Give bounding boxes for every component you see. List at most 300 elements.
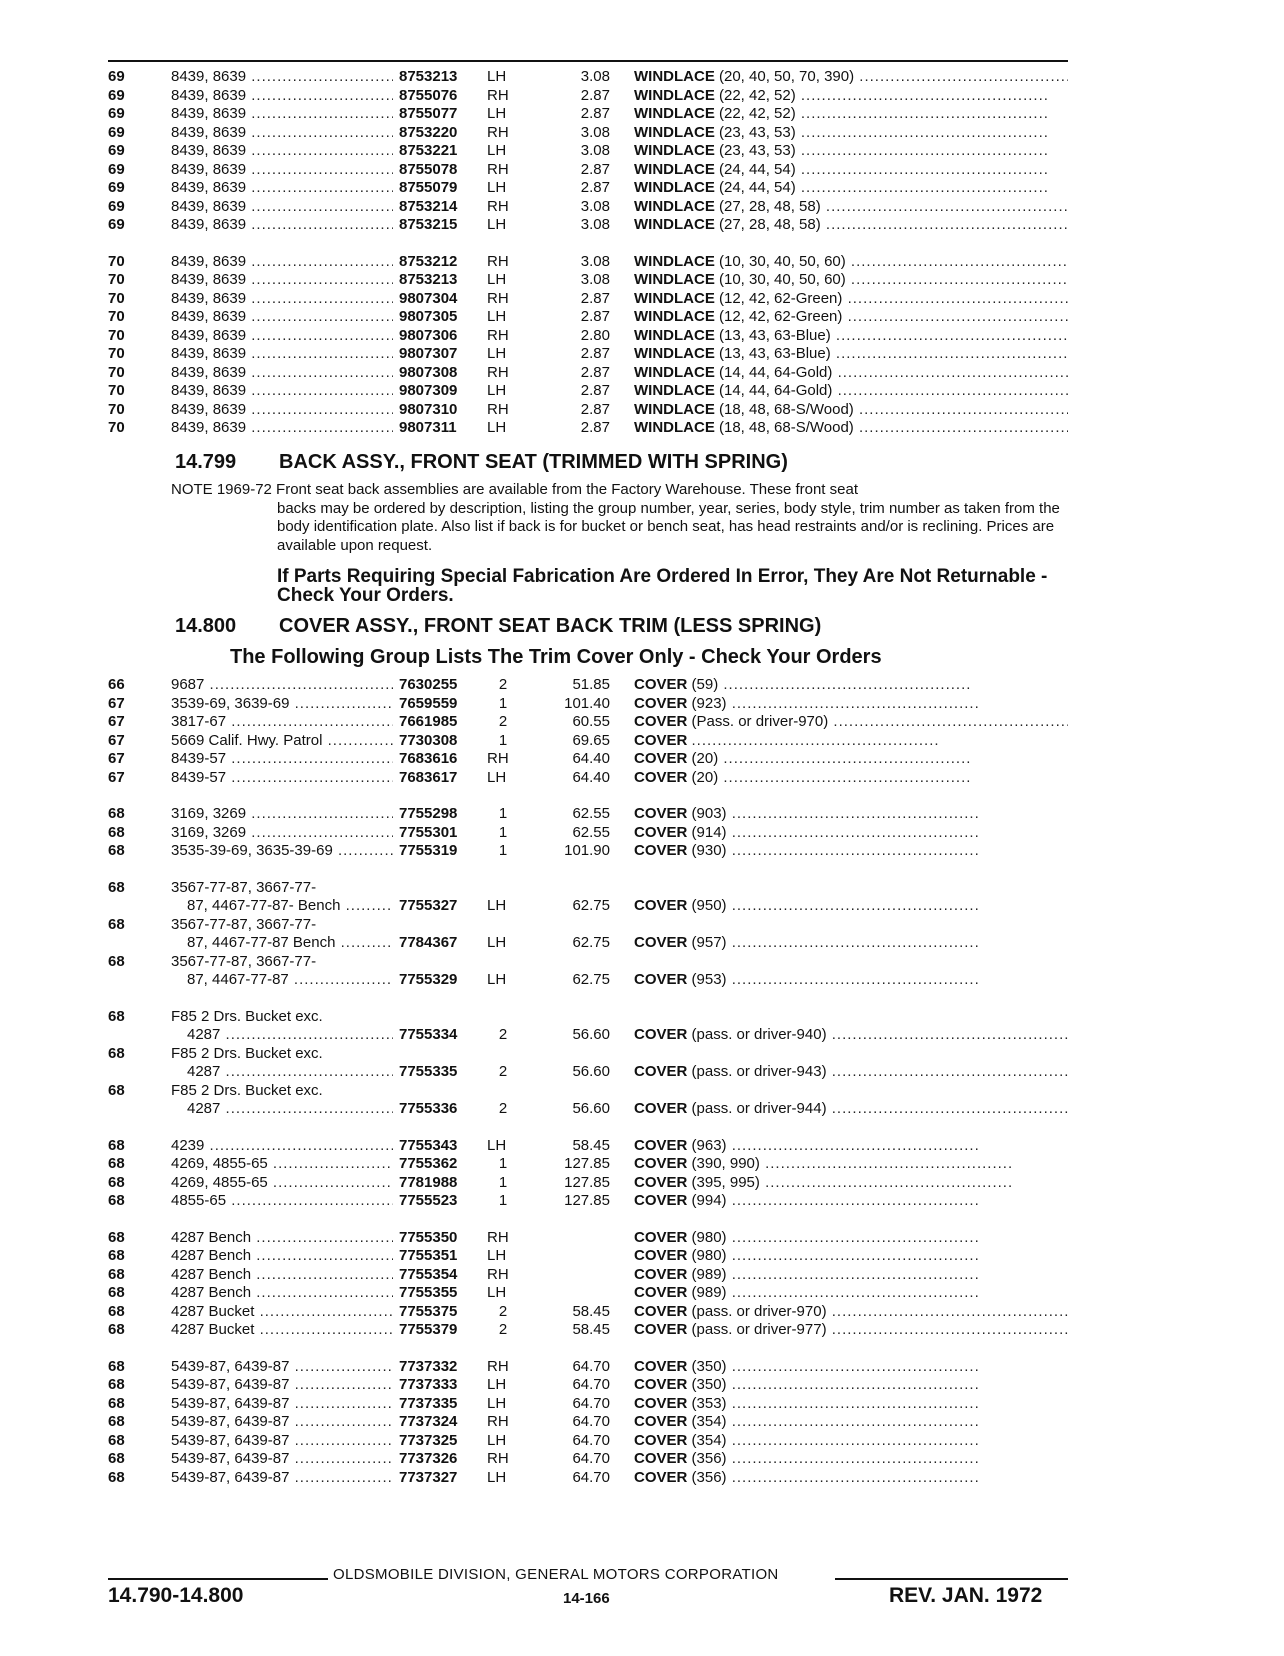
table-row <box>0 1469 1284 1488</box>
part-number-cell: 9807304 <box>399 289 458 307</box>
table-row <box>0 732 1284 751</box>
model-cell <box>171 1395 393 1414</box>
year-cell: 68 <box>108 1044 125 1062</box>
part-number-cell: 8753214 <box>399 197 458 215</box>
quantity-cell: 1 <box>498 842 508 859</box>
quantity-cell: RH <box>487 1228 509 1246</box>
table-row <box>0 676 1284 695</box>
model-cell <box>171 1174 393 1193</box>
description-cell <box>634 1100 1068 1119</box>
part-number-cell: 7755350 <box>399 1228 458 1246</box>
table-row <box>0 879 1284 916</box>
description-cell <box>634 327 1068 346</box>
part-name: WINDLACE <box>634 160 715 178</box>
part-name: COVER <box>634 1247 688 1264</box>
windlace-table <box>0 68 1284 438</box>
table-row <box>0 1284 1284 1303</box>
table-row <box>0 1395 1284 1414</box>
quantity-cell: LH <box>487 382 507 399</box>
part-spec: (18, 48, 68-S/Wood) <box>719 419 854 436</box>
part-spec: (pass. or driver-944) <box>691 1100 827 1117</box>
description-cell <box>634 216 1068 235</box>
year-cell: 68 <box>108 1357 125 1375</box>
model-line: 8439, 8639 ..... <box>171 364 393 381</box>
year-cell: 70 <box>108 400 125 418</box>
quantity-cell: 2 <box>498 713 508 730</box>
part-spec: (10, 30, 40, 50, 60) <box>719 271 846 288</box>
section-title: BACK ASSY., FRONT SEAT (TRIMMED WITH SPRING) <box>279 451 788 473</box>
part-number-cell: 7755355 <box>399 1284 458 1301</box>
table-row <box>0 1155 1284 1174</box>
part-name: COVER <box>634 934 688 951</box>
description-cell <box>634 695 1068 714</box>
part-spec: (356) <box>691 1450 727 1467</box>
part-name: COVER <box>634 1063 688 1080</box>
description-cell <box>634 345 1068 364</box>
part-number-cell: 7784367 <box>399 934 458 951</box>
quantity-cell: RH <box>487 123 509 141</box>
year-cell: 70 <box>108 308 125 325</box>
part-name: COVER <box>634 676 688 693</box>
description-cell <box>634 1395 1068 1414</box>
part-spec: (980) <box>691 1228 727 1246</box>
part-number-cell: 7781988 <box>399 1173 458 1191</box>
part-number-cell: 7630255 <box>399 676 458 693</box>
part-number-cell: 7730308 <box>399 731 458 749</box>
description-cell <box>634 1192 1068 1211</box>
quantity-cell: RH <box>487 326 509 344</box>
table-row <box>0 124 1284 143</box>
part-number-cell: 8753221 <box>399 142 458 159</box>
year-cell: 69 <box>108 216 125 233</box>
quantity-cell: RH <box>487 160 509 178</box>
table-row <box>0 1229 1284 1248</box>
table-row <box>0 382 1284 401</box>
model-line: 8439, 8639 ..... <box>171 308 393 325</box>
part-spec: (395, 995) <box>691 1173 760 1191</box>
price-cell: 3.08 <box>580 123 610 141</box>
part-name: COVER <box>634 1284 688 1301</box>
part-name: WINDLACE <box>634 382 715 399</box>
quantity-cell: LH <box>487 897 507 914</box>
price-cell: 64.70 <box>572 1431 610 1449</box>
model-cell <box>171 345 393 364</box>
part-number-cell: 7737324 <box>399 1413 458 1430</box>
description-cell <box>634 769 1068 788</box>
year-cell: 68 <box>108 1284 125 1301</box>
part-number-cell: 8753212 <box>399 252 458 270</box>
description-cell <box>634 179 1068 198</box>
model-cell <box>171 676 393 695</box>
table-row <box>0 105 1284 124</box>
description-cell <box>634 382 1068 401</box>
description-cell <box>634 253 1068 272</box>
price-cell: 64.70 <box>572 1357 610 1375</box>
table-row <box>0 805 1284 824</box>
model-cell <box>171 842 393 861</box>
description-cell <box>634 713 1068 732</box>
quantity-cell: RH <box>487 750 509 767</box>
part-name: COVER <box>634 805 688 822</box>
model-line: 3567-77-87, 3667-77- <box>171 915 317 933</box>
row-gap <box>0 1211 1284 1229</box>
model-cell <box>171 1284 393 1303</box>
part-name: COVER <box>634 694 688 712</box>
part-spec: (18, 48, 68-S/Wood) <box>719 400 854 418</box>
model-line: 5669 Calif. Hwy. Patrol ..... <box>171 732 393 749</box>
year-cell: 68 <box>108 1431 125 1449</box>
part-name: COVER <box>634 1394 688 1412</box>
quantity-cell: LH <box>487 1468 507 1486</box>
model-line: 3535-39-69, 3635-39-69 ..... <box>171 842 393 859</box>
part-name: WINDLACE <box>634 345 715 362</box>
part-number-cell: 7755343 <box>399 1136 458 1154</box>
model-line: 8439, 8639 ..... <box>171 179 393 196</box>
quantity-cell: LH <box>487 419 507 436</box>
model-line: 8439-57 ..... <box>171 750 393 767</box>
year-cell: 70 <box>108 252 125 270</box>
footer-rule <box>835 1578 1068 1580</box>
price-cell: 2.87 <box>580 105 610 122</box>
table-row <box>0 1376 1284 1395</box>
part-number-cell: 7683617 <box>399 768 458 786</box>
table-row <box>0 750 1284 769</box>
quantity-cell: LH <box>487 179 507 196</box>
table-row <box>0 161 1284 180</box>
model-cell <box>171 253 393 272</box>
part-number-cell: 9807306 <box>399 326 458 344</box>
part-name: COVER <box>634 1413 688 1430</box>
part-spec: (957) <box>691 934 727 951</box>
model-cell <box>171 1432 393 1451</box>
section-14-800-heading <box>175 615 821 638</box>
price-cell: 3.08 <box>580 68 610 85</box>
model-line: 8439, 8639 ..... <box>171 216 393 233</box>
table-row <box>0 1450 1284 1469</box>
description-cell <box>634 934 1068 953</box>
part-name: WINDLACE <box>634 197 715 215</box>
part-number-cell: 9807305 <box>399 308 458 325</box>
part-spec: (20, 40, 50, 70, 390) <box>719 68 855 85</box>
price-cell: 2.87 <box>580 179 610 196</box>
part-spec: (20) <box>691 768 719 786</box>
quantity-cell: 2 <box>498 676 508 693</box>
model-cell <box>171 401 393 420</box>
part-number-cell: 7737327 <box>399 1468 458 1486</box>
description-cell <box>634 1155 1068 1174</box>
year-cell: 68 <box>108 1136 125 1154</box>
row-gap <box>0 235 1284 253</box>
table-row <box>0 142 1284 161</box>
table-row <box>0 216 1284 235</box>
model-line: 3169, 3269 ..... <box>171 824 393 841</box>
description-cell <box>634 198 1068 217</box>
trim-cover-subheading: The Following Group Lists The Trim Cover Only - Check Your Orders <box>230 646 882 668</box>
quantity-cell: LH <box>487 1394 507 1412</box>
model-cell <box>171 105 393 124</box>
part-spec: (923) <box>691 694 727 712</box>
year-cell: 68 <box>108 1007 125 1025</box>
year-cell: 68 <box>108 952 125 970</box>
model-cell <box>171 142 393 161</box>
year-cell: 68 <box>108 1394 125 1412</box>
part-name: WINDLACE <box>634 123 715 141</box>
part-spec: (23, 43, 53) <box>719 123 796 141</box>
model-line: 87, 4467-77-87 ..... <box>171 971 393 990</box>
model-line: 3539-69, 3639-69 ..... <box>171 695 393 712</box>
note-first-line: NOTE 1969-72 Front seat back assemblies are available from the Factory Warehouse. These front seat <box>171 481 858 498</box>
part-spec: (10, 30, 40, 50, 60) <box>719 252 846 270</box>
part-spec: (13, 43, 63-Blue) <box>719 326 831 344</box>
quantity-cell: LH <box>487 271 507 288</box>
table-row <box>0 327 1284 346</box>
year-cell: 68 <box>108 1173 125 1191</box>
part-spec: (350) <box>691 1357 727 1375</box>
row-gap <box>0 787 1284 805</box>
model-cell <box>171 271 393 290</box>
year-cell: 70 <box>108 289 125 307</box>
quantity-cell: 2 <box>498 1100 508 1117</box>
quantity-cell: 1 <box>498 805 508 822</box>
price-cell: 2.87 <box>580 382 610 399</box>
year-cell: 68 <box>108 1468 125 1486</box>
part-number-cell: 8755076 <box>399 86 458 104</box>
description-cell <box>634 308 1068 327</box>
part-name: COVER <box>634 1265 688 1283</box>
description-cell <box>634 971 1068 990</box>
year-cell: 67 <box>108 713 125 730</box>
model-line: 4287 Bench ..... <box>171 1229 393 1246</box>
model-line: 5439-87, 6439-87 ..... <box>171 1376 393 1393</box>
year-cell: 70 <box>108 326 125 344</box>
part-spec: (pass. or driver-977) <box>691 1321 827 1338</box>
model-line: 5439-87, 6439-87 ..... <box>171 1469 393 1486</box>
model-line: 8439, 8639 ..... <box>171 401 393 418</box>
description-cell <box>634 290 1068 309</box>
model-line: 8439-57 ..... <box>171 769 393 786</box>
quantity-cell: 1 <box>498 1173 508 1191</box>
model-line: 8439, 8639 ..... <box>171 253 393 270</box>
part-spec: (12, 42, 62-Green) <box>719 308 843 325</box>
model-line: 8439, 8639 ..... <box>171 68 393 85</box>
part-spec: (Pass. or driver-970) <box>691 713 829 730</box>
part-name: WINDLACE <box>634 271 715 288</box>
model-cell <box>171 179 393 198</box>
model-cell <box>171 1137 393 1156</box>
part-name: COVER <box>634 1321 688 1338</box>
model-line: 4287 Bucket ..... <box>171 1303 393 1320</box>
price-cell: 2.87 <box>580 86 610 104</box>
quantity-cell: 2 <box>498 1026 508 1043</box>
part-name: WINDLACE <box>634 68 715 85</box>
footer-page-number: 14-166 <box>563 1590 610 1607</box>
price-cell: 64.70 <box>572 1450 610 1467</box>
table-row <box>0 1432 1284 1451</box>
model-line: 8439, 8639 ..... <box>171 419 393 436</box>
model-line: F85 2 Drs. Bucket exc. <box>171 1007 323 1025</box>
description-cell <box>634 1432 1068 1451</box>
price-cell: 2.87 <box>580 419 610 436</box>
part-spec: (14, 44, 64-Gold) <box>719 382 833 399</box>
part-name: COVER <box>634 1192 688 1209</box>
table-row <box>0 419 1284 438</box>
model-cell <box>171 1376 393 1395</box>
part-spec: (14, 44, 64-Gold) <box>719 363 833 381</box>
table-row <box>0 1413 1284 1432</box>
table-row <box>0 1008 1284 1045</box>
quantity-cell: LH <box>487 971 507 988</box>
part-number-cell: 7755523 <box>399 1192 458 1209</box>
price-cell: 2.87 <box>580 400 610 418</box>
model-cell <box>171 124 393 143</box>
year-cell: 68 <box>108 878 125 896</box>
quantity-cell: LH <box>487 105 507 122</box>
year-cell: 69 <box>108 142 125 159</box>
part-number-cell: 9807311 <box>399 419 457 436</box>
year-cell: 68 <box>108 1155 125 1172</box>
part-name: WINDLACE <box>634 179 715 196</box>
year-cell: 69 <box>108 197 125 215</box>
quantity-cell: LH <box>487 216 507 233</box>
price-cell: 56.60 <box>572 1063 610 1080</box>
description-cell <box>634 401 1068 420</box>
model-cell <box>171 824 393 843</box>
part-number-cell: 7755298 <box>399 805 458 822</box>
description-cell <box>634 142 1068 161</box>
row-gap <box>0 1119 1284 1137</box>
year-cell: 69 <box>108 123 125 141</box>
price-cell: 62.75 <box>572 971 610 988</box>
table-row <box>0 1137 1284 1156</box>
year-cell: 68 <box>108 823 125 841</box>
model-cell <box>171 364 393 383</box>
description-cell <box>634 1174 1068 1193</box>
price-cell: 58.45 <box>572 1136 610 1154</box>
part-spec: (24, 44, 54) <box>719 160 796 178</box>
part-name: COVER <box>634 1302 688 1320</box>
part-number-cell: 8755078 <box>399 160 458 178</box>
year-cell: 70 <box>108 363 125 381</box>
part-spec: (13, 43, 63-Blue) <box>719 345 831 362</box>
part-spec: (20) <box>691 750 719 767</box>
quantity-cell: LH <box>487 142 507 159</box>
model-cell <box>171 290 393 309</box>
part-spec: (950) <box>691 897 727 914</box>
description-cell <box>634 897 1068 916</box>
part-spec: (356) <box>691 1468 727 1486</box>
description-cell <box>634 68 1068 87</box>
table-row <box>0 308 1284 327</box>
section-14-799-heading <box>175 451 788 474</box>
part-name: COVER <box>634 1100 688 1117</box>
footer-division: OLDSMOBILE DIVISION, GENERAL MOTORS CORPORATION <box>333 1566 779 1583</box>
part-number-cell: 8753213 <box>399 68 458 85</box>
part-number-cell: 9807308 <box>399 363 458 381</box>
description-cell <box>634 1063 1068 1082</box>
description-cell <box>634 1026 1068 1045</box>
row-gap <box>0 861 1284 879</box>
part-spec: (930) <box>691 842 727 859</box>
footer-rule <box>108 1578 328 1580</box>
quantity-cell: 1 <box>498 731 508 749</box>
quantity-cell: RH <box>487 252 509 270</box>
table-row <box>0 953 1284 990</box>
model-cell <box>171 953 393 990</box>
part-number-cell: 7755375 <box>399 1302 458 1320</box>
cover-table <box>0 676 1284 1487</box>
part-spec: (22, 42, 52) <box>719 105 796 122</box>
part-name: COVER <box>634 750 688 767</box>
table-row <box>0 345 1284 364</box>
price-cell: 60.55 <box>572 713 610 730</box>
year-cell: 68 <box>108 1413 125 1430</box>
quantity-cell: LH <box>487 1247 507 1264</box>
year-cell: 67 <box>108 768 125 786</box>
part-name: WINDLACE <box>634 363 715 381</box>
table-row <box>0 1247 1284 1266</box>
model-line: 4287 Bench ..... <box>171 1247 393 1264</box>
part-number-cell: 7683616 <box>399 750 458 767</box>
part-spec: (994) <box>691 1192 727 1209</box>
section-number: 14.799 <box>175 451 237 473</box>
part-number-cell: 9807309 <box>399 382 458 399</box>
part-number-cell: 8753215 <box>399 216 458 233</box>
part-spec: (989) <box>691 1265 727 1283</box>
part-name: WINDLACE <box>634 142 715 159</box>
description-cell <box>634 1358 1068 1377</box>
table-row <box>0 271 1284 290</box>
model-cell <box>171 695 393 714</box>
section-number: 14.800 <box>175 615 237 637</box>
year-cell: 68 <box>108 842 125 859</box>
part-name: COVER <box>634 1228 688 1246</box>
part-name: WINDLACE <box>634 252 715 270</box>
model-line: 8439, 8639 ..... <box>171 142 393 159</box>
price-cell: 64.40 <box>572 768 610 786</box>
part-number-cell: 9807310 <box>399 400 458 418</box>
price-cell: 3.08 <box>580 271 610 288</box>
model-line: 5439-87, 6439-87 ..... <box>171 1432 393 1449</box>
part-number-cell: 9807307 <box>399 345 458 362</box>
table-row <box>0 364 1284 383</box>
model-line: 4287 ..... <box>171 1063 393 1082</box>
model-line: 5439-87, 6439-87 ..... <box>171 1413 393 1430</box>
part-spec: (22, 42, 52) <box>719 86 796 104</box>
description-cell <box>634 805 1068 824</box>
footer-group-range: 14.790-14.800 <box>108 1584 244 1607</box>
part-number-cell: 7755351 <box>399 1247 458 1264</box>
part-number-cell: 7755335 <box>399 1063 458 1080</box>
model-line: 4269, 4855-65 ..... <box>171 1174 393 1191</box>
part-name: COVER <box>634 768 688 786</box>
description-cell <box>634 1137 1068 1156</box>
description-cell <box>634 1376 1068 1395</box>
price-cell: 2.87 <box>580 160 610 178</box>
price-cell: 127.85 <box>564 1192 610 1209</box>
description-cell <box>634 271 1068 290</box>
table-row <box>0 842 1284 861</box>
quantity-cell: LH <box>487 768 507 786</box>
year-cell: 68 <box>108 1450 125 1467</box>
part-name: COVER <box>634 1155 688 1172</box>
description-cell <box>634 842 1068 861</box>
part-spec: (354) <box>691 1431 727 1449</box>
year-cell: 70 <box>108 382 125 399</box>
part-name: WINDLACE <box>634 400 715 418</box>
model-line: 4287 Bench ..... <box>171 1266 393 1283</box>
price-cell: 3.08 <box>580 197 610 215</box>
description-cell <box>634 124 1068 143</box>
